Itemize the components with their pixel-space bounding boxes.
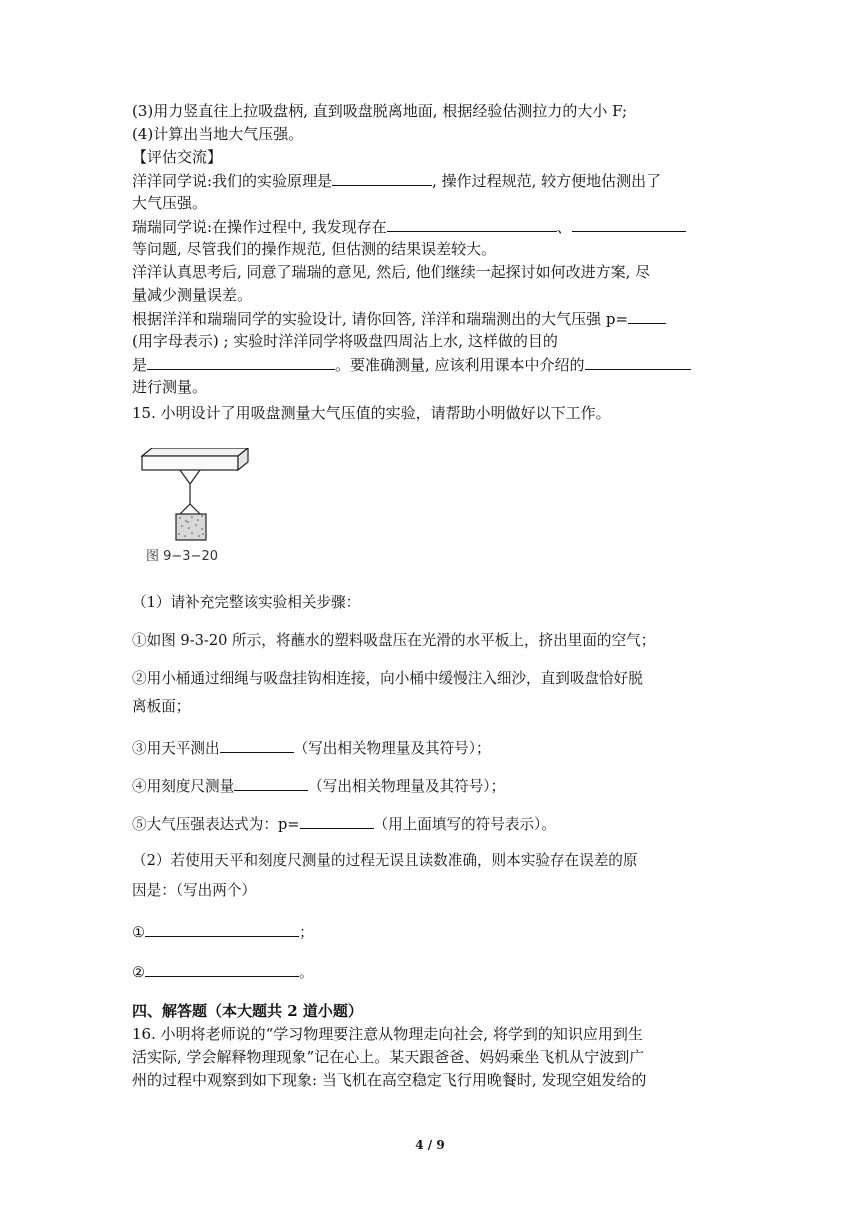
text-line: 活实际, 学会解释物理现象”记在心上。某天跟爸爸、妈妈乘坐飞机从宁波到广 bbox=[132, 1048, 645, 1066]
text-line: （1）请补充完整该实验相关步骤： bbox=[132, 594, 361, 611]
answer-blank[interactable] bbox=[628, 308, 666, 324]
text-line: 大气压强。 bbox=[132, 194, 208, 212]
section-heading: 四、解答题（本大题共 2 道小题） bbox=[132, 1002, 363, 1020]
text-line: 离板面； bbox=[132, 698, 191, 715]
text-line: 根据洋洋和瑞瑞同学的实验设计, 请你回答, 洋洋和瑞瑞测出的大气压强 p= bbox=[132, 308, 666, 329]
answer-blank[interactable] bbox=[147, 354, 335, 370]
answer-blank[interactable] bbox=[145, 961, 299, 977]
text-line: (用字母表示) ; 实验时洋洋同学将吸盘四周沾上水, 这样做的目的 bbox=[132, 332, 558, 350]
text-line: 瑞瑞同学说:在操作过程中, 我发现存在 、 bbox=[132, 216, 686, 237]
answer-blank[interactable] bbox=[220, 737, 294, 753]
text-line: ④用刻度尺测量 （写出相关物理量及其符号）； bbox=[132, 775, 505, 797]
answer-blank[interactable] bbox=[585, 354, 691, 370]
text-line: ② 。 bbox=[132, 961, 314, 983]
figure-caption: 图 9−3−20 bbox=[146, 549, 219, 564]
text-line: (3)用力竖直往上拉吸盘柄, 直到吸盘脱离地面, 根据经验估测拉力的大小 F; bbox=[132, 102, 628, 120]
question-15: 15. 小明设计了用吸盘测量大气压值的实验，请帮助小明做好以下工作。 bbox=[132, 404, 611, 422]
text-line: 州的过程中观察到如下现象: 当飞机在高空稳定飞行用晚餐时, 发现空姐发给的 bbox=[132, 1071, 647, 1089]
text-line: 洋洋同学说:我们的实验原理是 , 操作过程规范, 较方便地估测出了 bbox=[132, 172, 662, 190]
text-line: ⑤大气压强表达式为：p= （用上面填写的符号表示）。 bbox=[132, 813, 556, 835]
text-line: 是 。要准确测量, 应该利用课本中介绍的 bbox=[132, 354, 691, 375]
text-line: 洋洋认真思考后, 同意了瑞瑞的意见, 然后, 他们继续一起探讨如何改进方案, 尽 bbox=[132, 263, 651, 281]
text-line: (4)计算出当地大气压强。 bbox=[132, 125, 304, 143]
question-16: 16. 小明将老师说的“学习物理要注意从物理走向社会, 将学到的知识应用到生 bbox=[132, 1025, 643, 1043]
text-line: 进行测量。 bbox=[132, 378, 208, 396]
text-line: （2）若使用天平和刻度尺测量的过程无误且读数准确，则本实验存在误差的原 bbox=[132, 852, 638, 869]
page-number: 4 / 9 bbox=[415, 1138, 445, 1152]
text-line: 量减少测量误差。 bbox=[132, 286, 253, 304]
text-line: 因是：（写出两个） bbox=[132, 882, 257, 899]
answer-blank[interactable] bbox=[572, 216, 686, 232]
section-label: 【评估交流】 bbox=[132, 148, 223, 166]
text-line: 等问题, 尽管我们的操作规范, 但估测的结果误差较大。 bbox=[132, 240, 497, 258]
answer-blank[interactable] bbox=[332, 170, 432, 186]
text-line: ①如图 9-3-20 所示，将蘸水的塑料吸盘压在光滑的水平板上，挤出里面的空气； bbox=[132, 632, 656, 649]
text-line: ②用小桶通过细绳与吸盘挂钩相连接，向小桶中缓慢注入细沙，直到吸盘恰好脱 bbox=[132, 670, 643, 687]
text-line: ① ； bbox=[132, 921, 314, 943]
text-line: ③用天平测出 （写出相关物理量及其符号）； bbox=[132, 737, 491, 759]
answer-blank[interactable] bbox=[234, 775, 308, 791]
answer-blank[interactable] bbox=[387, 216, 557, 232]
answer-blank[interactable] bbox=[300, 813, 374, 829]
answer-blank[interactable] bbox=[145, 921, 299, 937]
